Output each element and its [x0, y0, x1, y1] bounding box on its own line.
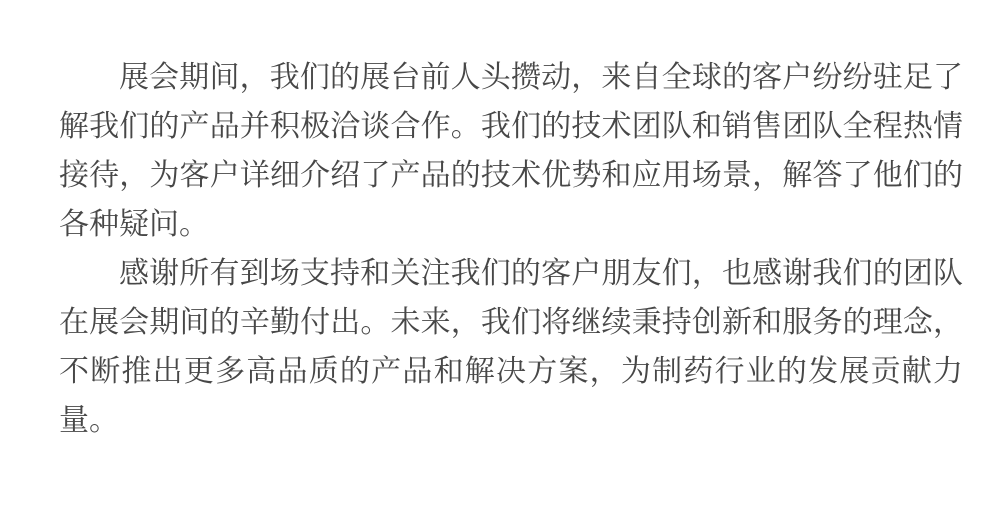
paragraph-exhibition-recap: 展会期间，我们的展台前人头攒动，来自全球的客户纷纷驻足了解我们的产品并积极洽谈合作。我们的技术团队和销售团队全程热情接待，为客户详细介绍了产品的技术优势和应用场景，解答了他们的各种疑问。 — [59, 61, 963, 241]
paragraph-thanks-outlook: 感谢所有到场支持和关注我们的客户朋友们，也感谢我们的团队在展会期间的辛勤付出。未来，我们将继续秉持创新和服务的理念，不断推出更多高品质的产品和解决方案，为制药行业的发展贡献力量。 — [59, 257, 963, 437]
